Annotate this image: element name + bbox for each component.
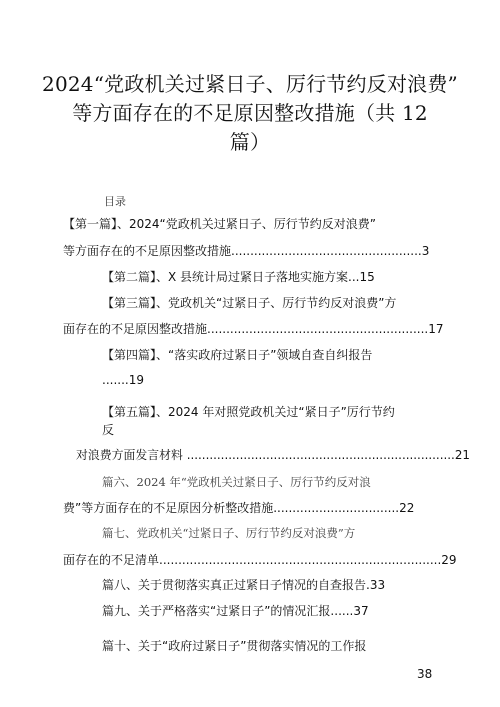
toc-line: 等方面存在的不足原因整改措施..................................................3 — [63, 244, 430, 258]
toc-line: 面存在的不足原因整改措施..........................................................17 — [63, 322, 444, 336]
toc-line: 篇六、2024 年“党政机关过紧日子、厉行节约反对浪 — [102, 475, 371, 489]
toc-line: 篇八、关于贯彻落实真正过紧日子情况的自查报告.33 — [102, 578, 386, 592]
toc-line: 【第二篇】、X 县统计局过紧日子落地实施方案...15 — [102, 270, 375, 284]
toc-line: 【第四篇】、“落实政府过紧日子”领域自查自纠报告 — [102, 348, 373, 362]
toc-heading: 目录 — [104, 195, 126, 208]
page-number: 38 — [417, 667, 433, 681]
title-line-2: 等方面存在的不足原因整改措施（共 12 — [72, 101, 428, 125]
toc-line: 篇九、关于严格落实“过紧日子”的情况汇报......37 — [102, 604, 369, 618]
toc-line: .......19 — [102, 373, 144, 387]
document-title — [40, 70, 460, 157]
toc-line: 反 — [102, 423, 115, 437]
toc-line: 面存在的不足清单..........................................................................29 — [63, 553, 457, 567]
toc-line: 费”等方面存在的不足原因分析整改措施.................................22 — [63, 501, 415, 515]
toc-line: 【第三篇】、党政机关“过紧日子、厉行节约反对浪费”方 — [102, 296, 397, 310]
toc-line: 对浪费方面发言材料 .......................................................................21 — [76, 448, 470, 462]
toc-line: 篇十、关于“政府过紧日子”贯彻落实情况的工作报 — [102, 639, 367, 653]
toc-line: 篇七、党政机关“过紧日子、厉行节约反对浪费”方 — [102, 526, 356, 540]
title-line-3: 篇） — [229, 130, 271, 154]
toc-line: 【第五篇】、2024 年对照党政机关过“紧日子”厉行节约 — [102, 405, 395, 419]
title-line-1: 2024“党政机关过紧日子、厉行节约反对浪费” — [42, 72, 458, 96]
toc-line: 【第一篇】、2024“党政机关过紧日子、厉行节约反对浪费” — [63, 217, 376, 231]
